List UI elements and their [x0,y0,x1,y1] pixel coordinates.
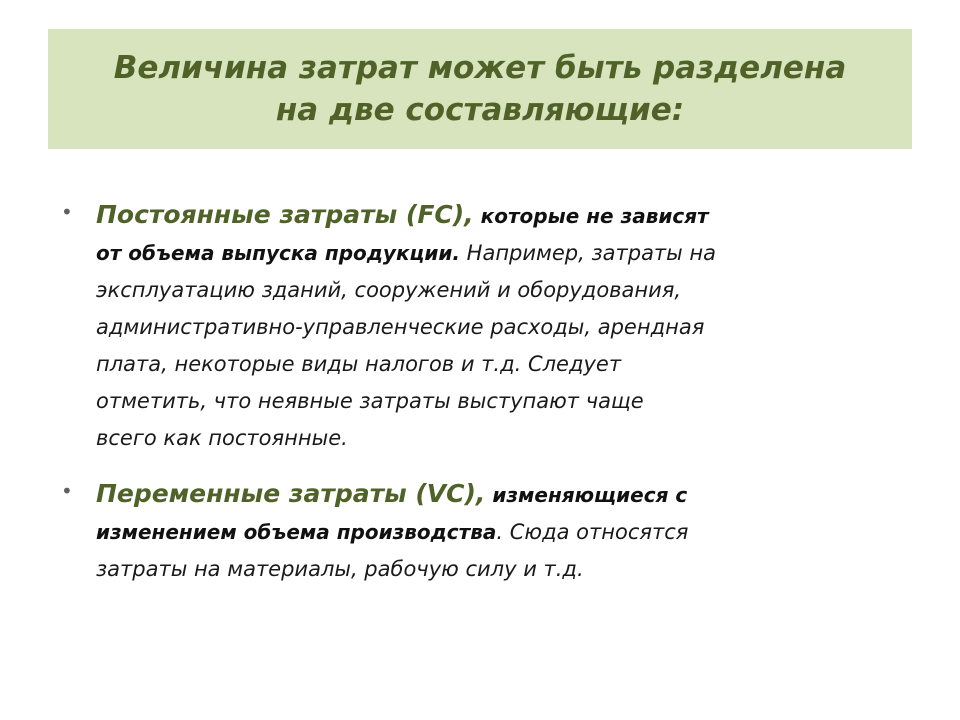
slide-title-line-1: Величина затрат может быть разделена [113,50,847,86]
bullet-dot-icon: • [61,200,73,224]
bullet-line: административно-управленческие расходы, арендная [96,315,705,339]
bullet-line: плата, некоторые виды налогов и т.д. Следует [96,352,622,376]
bullet-line: затраты на материалы, рабочую силу и т.д. [96,557,584,581]
definition-text: от объема выпуска продукции. [96,241,460,265]
term-fixed-costs: Постоянные затраты (FC), [96,200,474,229]
bullet-dot-icon: • [61,479,73,503]
example-text: Например, затраты на [459,241,717,265]
definition-text: которые не зависят [473,204,709,228]
bullet-line [96,196,868,235]
bullet-line: эксплуатацию зданий, сооружений и оборудования, [96,278,682,302]
title-band [48,29,912,149]
bullet-line [96,475,868,514]
bullet-line [96,235,868,272]
bullet-variable-costs [58,475,868,588]
bullet-line [96,514,868,551]
definition-text: изменяющиеся с [485,483,688,507]
example-text: . Сюда относятся [496,520,689,544]
bullet-line: всего как постоянные. [96,426,348,450]
bullet-list [58,196,868,606]
bullet-line: отметить, что неявные затраты выступают чаще [96,389,644,413]
slide-title [114,47,847,131]
slide-title-line-2: на две составляющие: [275,92,685,128]
definition-text: изменением объема производства [96,520,497,544]
bullet-fixed-costs [58,196,868,457]
term-variable-costs: Переменные затраты (VC), [96,479,486,508]
